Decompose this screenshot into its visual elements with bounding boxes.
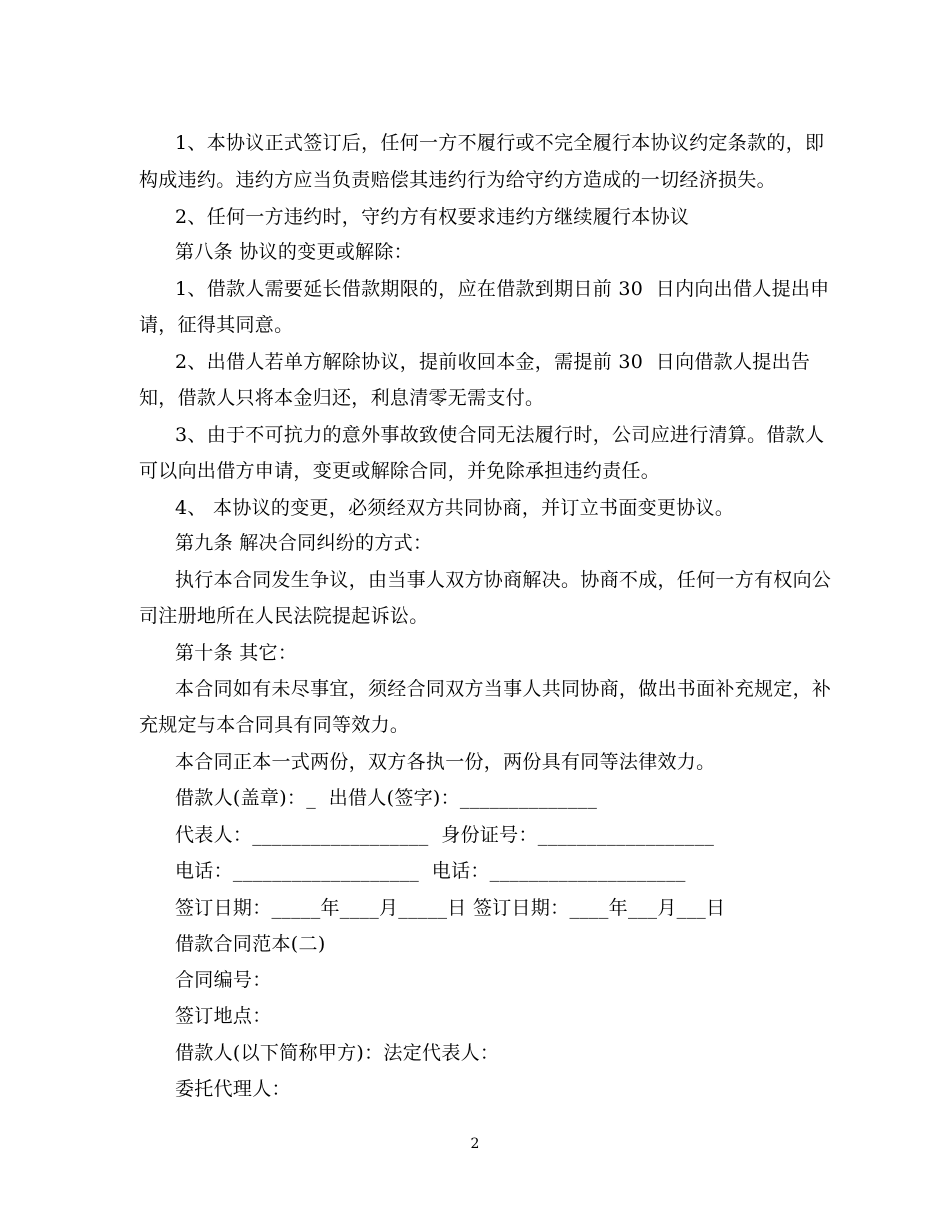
text-line: 2、出借人若单方解除协议，提前收回本金，需提前 30 日向借款人提出告 bbox=[175, 351, 811, 373]
page-number: 2 bbox=[470, 1136, 480, 1152]
text-line: 本合同正本一式两份，双方各执一份，两份具有同等法律效力。 bbox=[175, 751, 716, 773]
text-line: 2、任何一方违约时，守约方有权要求违约方继续履行本协议 bbox=[175, 206, 690, 228]
party-a-label: 借款人(以下简称甲方)：法定代表人： bbox=[175, 1042, 500, 1064]
signature-line-date: 签订日期：_____年____月_____日 签订日期：____年___月___日 bbox=[175, 897, 726, 919]
text-line: 1、借款人需要延长借款期限的，应在借款到期日前 30 日内向出借人提出申 bbox=[175, 278, 830, 300]
text-line: 本合同如有未尽事宜，须经合同双方当事人共同协商，做出书面补充规定，补 bbox=[175, 678, 832, 700]
text-line: 请，征得其同意。 bbox=[139, 314, 294, 336]
signature-line-representative: 代表人：__________________ 身份证号：__________________ bbox=[175, 824, 715, 846]
text-line: 司注册地所在人民法院提起诉讼。 bbox=[139, 605, 429, 627]
signature-line-phone: 电话：___________________ 电话：____________________ bbox=[175, 860, 686, 882]
signature-line-borrower: 借款人(盖章)：_ 出借人(签字)：______________ bbox=[175, 787, 598, 809]
section-heading-9: 第九条 解决合同纠纷的方式： bbox=[175, 532, 433, 554]
text-line: 执行本合同发生争议，由当事人双方协商解决。协商不成，任何一方有权向公 bbox=[175, 569, 832, 591]
section-heading-8: 第八条 协议的变更或解除： bbox=[175, 241, 413, 263]
agent-label: 委托代理人： bbox=[175, 1078, 291, 1100]
contract-number-label: 合同编号： bbox=[175, 969, 272, 991]
text-line: 1、本协议正式签订后，任何一方不履行或不完全履行本协议约定条款的，即 bbox=[175, 132, 825, 154]
text-line: 充规定与本合同具有同等效力。 bbox=[139, 714, 410, 736]
text-line: 3、由于不可抗力的意外事故致使合同无法履行时，公司应进行清算。借款人 bbox=[175, 424, 825, 446]
contract-title-2: 借款合同范本(二) bbox=[175, 933, 326, 955]
text-line: 4、 本协议的变更，必须经双方共同协商，并订立书面变更协议。 bbox=[175, 497, 735, 519]
section-heading-10: 第十条 其它： bbox=[175, 642, 298, 664]
signing-place-label: 签订地点： bbox=[175, 1005, 272, 1027]
text-line: 知，借款人只将本金归还，利息清零无需支付。 bbox=[139, 387, 545, 409]
text-line: 可以向出借方申请，变更或解除合同，并免除承担违约责任。 bbox=[139, 460, 661, 482]
text-line: 构成违约。违约方应当负责赔偿其违约行为给守约方造成的一切经济损失。 bbox=[139, 169, 776, 191]
